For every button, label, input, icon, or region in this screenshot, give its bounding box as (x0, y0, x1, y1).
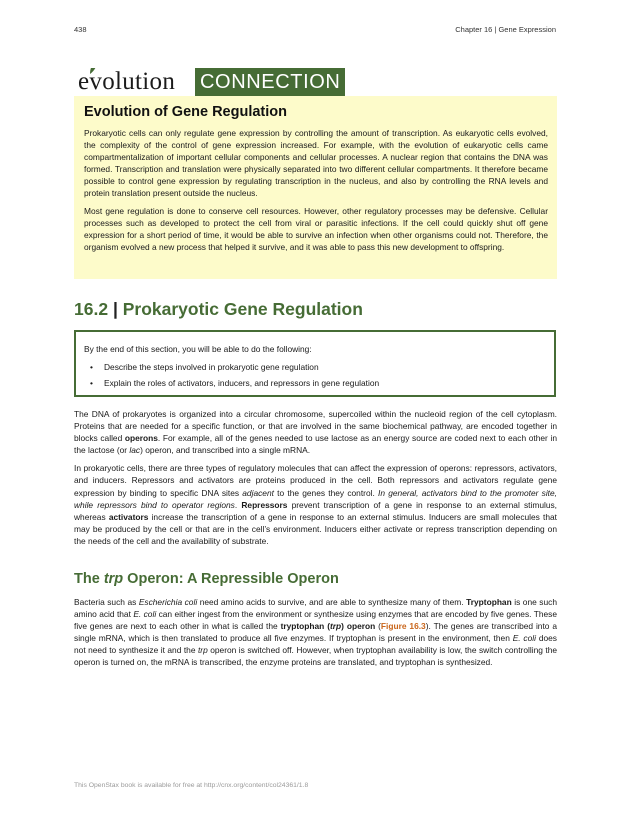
text-run: . (234, 499, 242, 510)
subsection-text: The (74, 571, 104, 587)
objective-item (84, 377, 542, 389)
text-run: The DNA of prokaryotes is organized into a circular chromosome, supercoiled within the nucleoid region of the cell cytoplasm. Proteins that are needed for a specific function, or that are involved in the same biochemical pathway, are encoded together in blocks called (74, 409, 557, 444)
key-term-operons: operons (124, 433, 158, 444)
italic-term-trp: trp (197, 645, 208, 656)
learning-objectives-box (74, 330, 556, 397)
key-term-trp-operon: ) operon (341, 621, 376, 632)
objective-item (84, 361, 542, 373)
text-run: operon is switched off. However, when tryptophan availability is low, the switch controlling the operon is turned on, the mRNA is transcribed, the enzyme proteins are translated, and tryptophan is synthesized. (74, 645, 558, 668)
section-title-text: Prokaryotic Gene Regulation (122, 299, 363, 319)
body-paragraph-operons (74, 408, 557, 456)
italic-term-ecoli: E. coli (512, 633, 536, 644)
feature-title: Evolution of Gene Regulation (84, 104, 287, 120)
objectives-list (84, 361, 542, 389)
italic-term-ecoli: Escherichia coli (138, 597, 198, 607)
chapter-running-head: Chapter 16 | Gene Expression (455, 25, 556, 34)
section-body (74, 408, 557, 553)
page-number: 438 (74, 25, 87, 34)
subsection-text: Operon: A Repressible Operon (123, 571, 339, 587)
objectives-intro: By the end of this section, you will be able to do the following: (84, 344, 312, 354)
page-footer: This OpenStax book is available for free at http://cnx.org/content/col24361/1.8 (74, 782, 309, 789)
page-header (74, 25, 556, 37)
text-run: In prokaryotic cells, there are three types of regulatory molecules that can affect the expression of operons: repressors, activators, and inducers. Repressors and activators are proteins produced in the cell. Both repressors and activators regulate gene expression by binding to specific DNA sites (74, 463, 557, 498)
key-term-activators: activators (108, 511, 149, 522)
section-separator: | (112, 299, 118, 319)
leaf-icon (88, 68, 98, 75)
connection-label: CONNECTION (200, 71, 341, 93)
italic-term-adjacent: adjacent (242, 487, 274, 498)
text-run: is one such amino acid that (74, 597, 557, 620)
text-run: does not need to synthesize it and the (74, 633, 557, 656)
evolution-logo-word (74, 68, 195, 96)
key-term-trp-operon: tryptophan ( (280, 621, 330, 632)
italic-sentence: In general, activators bind to the promoter site, while repressors bind to operator regions (74, 487, 557, 510)
objective-text: Explain the roles of activators, inducers, and repressors in gene regulation (104, 378, 380, 388)
subsection-trp: trp (103, 571, 124, 587)
feature-paragraph-1: Prokaryotic cells can only regulate gene expression by controlling the amount of transcription. As eukaryotic cells evolved, the complexity of the control of gene expression increased. For example, with the evolution of eukaryotic cells came compartmentalization of important cellular components and cellular processes. A nuclear region that contains the DNA was formed. Transcription and translation were physically separated into two different cellular compartments. It therefore became possible to control gene expression by regulating transcription in the nucleus, and also by controlling the RNA levels and protein translation present outside the nucleus. (84, 128, 548, 199)
italic-term-ecoli: E. coli (133, 609, 157, 620)
text-run: ). The genes are transcribed into a single mRNA, which is then translated to produce all five enzymes. If tryptophan is present in the environment, then (74, 621, 558, 644)
italic-term-lac: lac (129, 445, 141, 456)
key-term-repressors: Repressors (241, 499, 288, 510)
text-run: . For example, all of the genes needed to use lactose as an energy source are coded next to each other in the lactose (or (74, 433, 557, 456)
evolution-word-text: evolution (78, 68, 176, 95)
trp-body (74, 596, 557, 675)
text-run: ) operon, and transcribed into a single mRNA. (140, 445, 311, 456)
key-term-trp: trp (329, 621, 342, 632)
body-paragraph-regulators (74, 462, 557, 547)
text-run: can either ingest from the environment or synthesize using enzymes that are encoded by five genes. These five genes are next to each other in what is called the (74, 609, 557, 632)
objective-text: Describe the steps involved in prokaryotic gene regulation (104, 362, 319, 372)
subsection-heading (74, 571, 339, 587)
text-run: ( (375, 621, 381, 632)
section-number: 16.2 (74, 299, 109, 319)
bullet-icon: • (90, 362, 93, 372)
key-term-tryptophan: Tryptophan (466, 597, 512, 607)
body-paragraph-trp (74, 596, 557, 669)
evolution-feature-box (74, 96, 557, 279)
text-run: prevent transcription of a gene in response to an external stimulus, whereas (74, 499, 558, 522)
feature-paragraph-2: Most gene regulation is done to conserve cell resources. However, other regulatory processes may be defensive. Cellular processes such as developed to protect the cell from viral or parasitic infections. If the cell could quickly shut off gene expression for a short period of time, it would be able to survive an infection when other organisms could not. Therefore, the organism evolved a new process that helped it survive, and it was able to pass this new development to offspring. (84, 205, 548, 252)
text-run: Bacteria such as (74, 597, 139, 607)
text-run: increase the transcription of a gene in response to an external stimulus. Inducers are small molecules that may be produced by the cell or that are in the cell’s environment. Inducers either activate or repress transcription depending on the needs of the cell and the availability of substrate. (74, 511, 558, 546)
text-run: need amino acids to survive, and are able to synthesize many of them. (197, 597, 467, 607)
bullet-icon: • (90, 378, 93, 388)
evolution-connection-banner (74, 68, 345, 96)
text-run: to the genes they control. (273, 487, 379, 498)
figure-link[interactable]: Figure 16.3 (380, 621, 426, 632)
section-heading (74, 299, 363, 320)
